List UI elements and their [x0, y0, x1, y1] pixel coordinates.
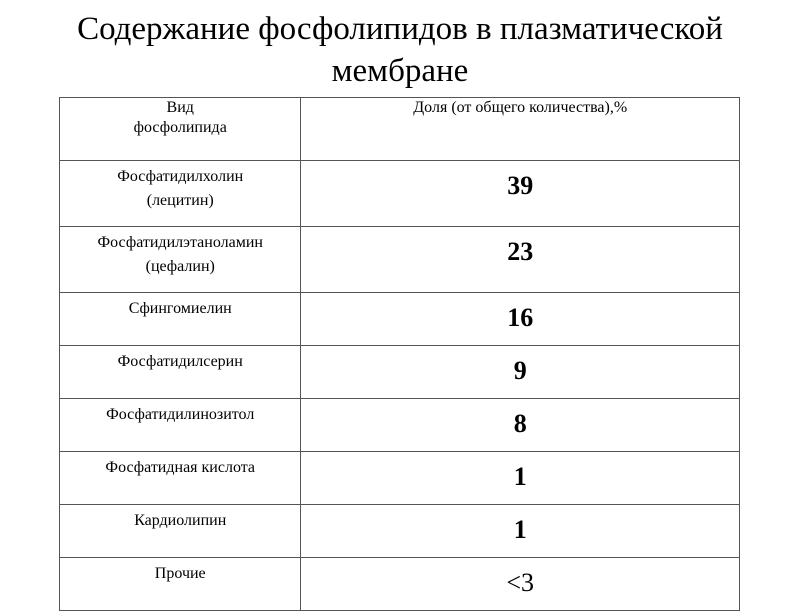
header-share: Доля (от общего количества),%	[301, 98, 740, 161]
row-name-cell	[60, 346, 301, 399]
row-name: Фосфатидилхолин	[117, 168, 244, 185]
row-value: 16	[301, 293, 740, 346]
row-name-cell	[60, 399, 301, 452]
row-name-note: (лецитин)	[146, 192, 214, 209]
header-type-line-2: фосфолипида	[133, 119, 227, 136]
row-name-cell	[60, 558, 301, 611]
row-name: Прочие	[154, 565, 206, 582]
row-name: Кардиолипин	[134, 512, 227, 529]
row-name-cell	[60, 161, 301, 227]
row-value: 8	[301, 399, 740, 452]
title-line-1: Содержание фосфолипидов в плазматической	[77, 11, 723, 47]
row-name-cell	[60, 293, 301, 346]
table-row	[60, 346, 740, 399]
row-name: Фосфатидная кислота	[105, 459, 256, 476]
phospholipid-table	[59, 97, 740, 611]
row-value: 39	[301, 161, 740, 227]
title-line-2: мембране	[331, 53, 469, 89]
header-phospholipid-type	[60, 98, 301, 161]
row-name-cell	[60, 505, 301, 558]
table-row	[60, 227, 740, 293]
table-header-row	[60, 98, 740, 161]
row-value: 23	[301, 227, 740, 293]
row-name: Фосфатидилэтаноламин	[97, 234, 263, 251]
row-value: 1	[301, 452, 740, 505]
row-name-note: (цефалин)	[145, 258, 215, 275]
row-name-cell	[60, 452, 301, 505]
table-row	[60, 399, 740, 452]
row-value: 1	[301, 505, 740, 558]
header-type-line-1: Вид	[166, 99, 194, 116]
table-row	[60, 161, 740, 227]
row-name: Фосфатидилсерин	[117, 353, 243, 370]
page-title	[0, 8, 800, 92]
table-row	[60, 293, 740, 346]
row-name: Сфингомиелин	[128, 300, 232, 317]
table-row	[60, 505, 740, 558]
row-value: <3	[301, 558, 740, 611]
table-row	[60, 558, 740, 611]
row-name-cell	[60, 227, 301, 293]
table-row	[60, 452, 740, 505]
row-name: Фосфатидилинозитол	[106, 406, 255, 423]
row-value: 9	[301, 346, 740, 399]
